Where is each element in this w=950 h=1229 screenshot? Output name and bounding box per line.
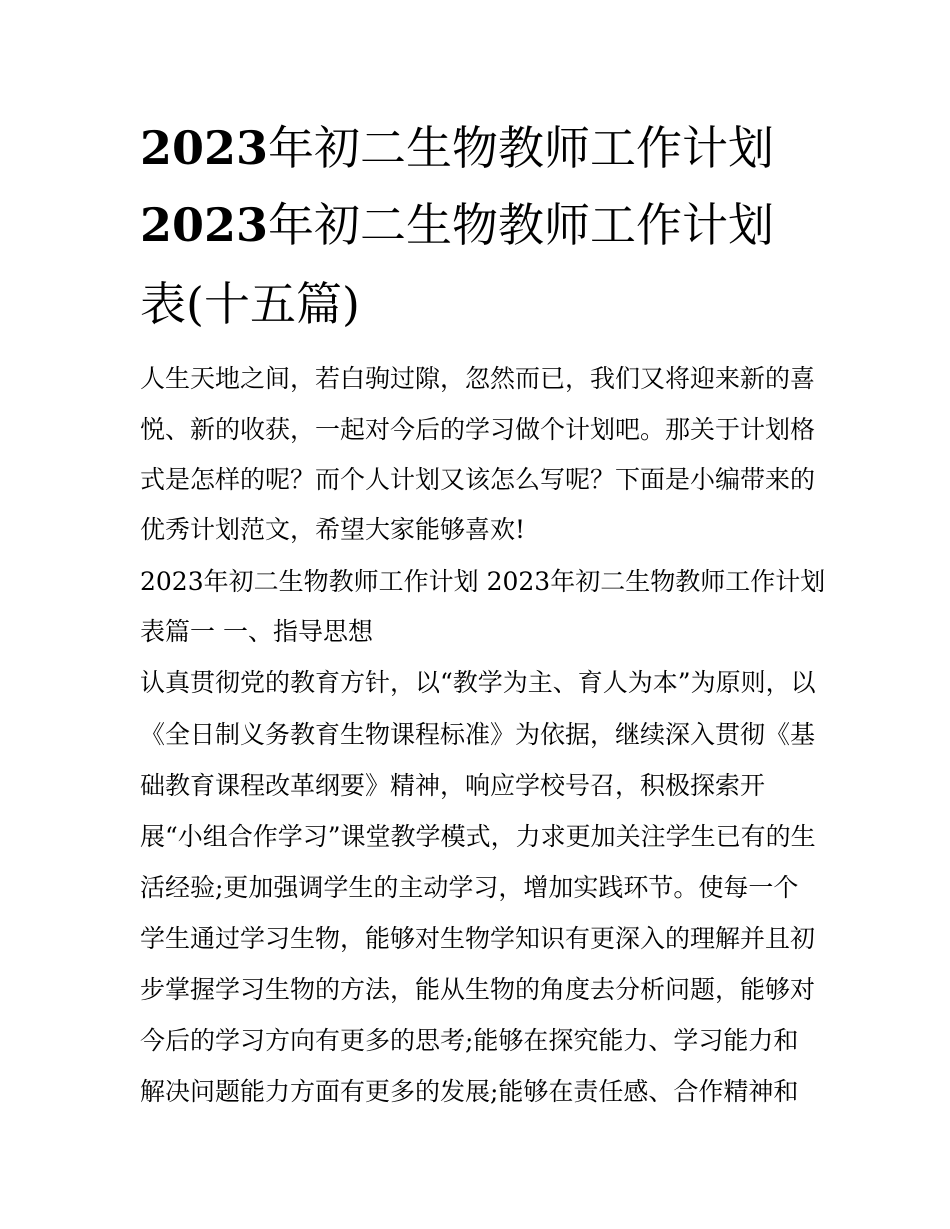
document-title-line-2: 2023年初二生物教师工作计划 [140, 198, 775, 252]
body-line-2: 悦、新的收获，一起对今后的学习做个计划吧。那关于计划格 [140, 415, 816, 444]
section-heading-line-1: 2023年初二生物教师工作计划 2023年初二生物教师工作计划 [140, 567, 826, 596]
body-line-11: 步掌握学习生物的方法，能从生物的角度去分析问题，能够对 [140, 975, 816, 1004]
body-line-9: 活经验;更加强调学生的主动学习，增加实践环节。使每一个 [140, 873, 799, 902]
body-line-5: 认真贯彻党的教育方针，以“教学为主、育人为本”为原则，以 [140, 668, 816, 697]
body-line-10: 学生通过学习生物，能够对生物学知识有更深入的理解并且初 [140, 924, 816, 953]
body-line-7: 础教育课程改革纲要》精神，响应学校号召，积极探索开 [140, 771, 766, 800]
body-line-3: 式是怎样的呢？而个人计划又该怎么写呢？下面是小编带来的 [140, 465, 816, 494]
document-title-line-1: 2023年初二生物教师工作计划 [140, 121, 775, 175]
body-line-8: 展“小组合作学习”课堂教学模式，力求更加关注学生已有的生 [140, 822, 816, 851]
body-line-4: 优秀计划范文，希望大家能够喜欢! [140, 515, 526, 544]
document-title-line-3: 表(十五篇) [140, 277, 360, 331]
body-line-13: 解决问题能力方面有更多的发展;能够在责任感、合作精神和 [140, 1077, 799, 1106]
section-heading-line-2: 表篇一 一、指导思想 [140, 617, 373, 646]
body-line-6: 《全日制义务教育生物课程标准》为依据，继续深入贯彻《基 [140, 720, 816, 749]
body-line-12: 今后的学习方向有更多的思考;能够在探究能力、学习能力和 [140, 1026, 799, 1055]
body-line-1: 人生天地之间，若白驹过隙，忽然而已，我们又将迎来新的喜 [140, 364, 816, 393]
